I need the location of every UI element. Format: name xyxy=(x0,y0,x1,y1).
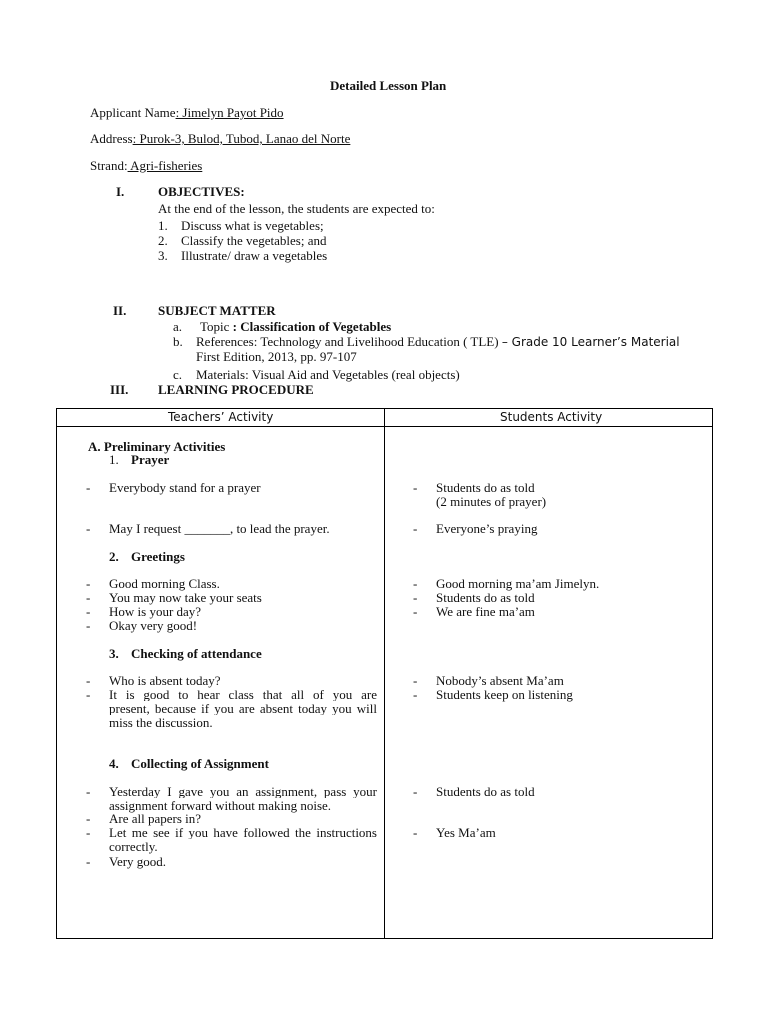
objectives-intro: At the end of the lesson, the students are expected to: xyxy=(158,201,435,216)
teacher-line: You may now take your seats xyxy=(109,590,262,605)
attendance-num: 3. xyxy=(109,646,119,661)
table-column-divider xyxy=(384,408,385,939)
strand-label: Strand: xyxy=(90,158,128,173)
bullet: - xyxy=(413,480,418,495)
objective-item-2: Classify the vegetables; and xyxy=(181,233,327,248)
teacher-line: Let me see if you have followed the instructions xyxy=(109,826,377,839)
topic-label: Topic xyxy=(200,319,230,334)
teacher-line: Yesterday I gave you an assignment, pass your xyxy=(109,785,377,798)
teacher-line: Very good. xyxy=(109,854,167,869)
bullet: - xyxy=(86,687,91,702)
student-line: Students do as told xyxy=(436,480,535,495)
bullet: - xyxy=(86,590,91,605)
objective-item-1: Discuss what is vegetables; xyxy=(181,218,324,233)
bullet: - xyxy=(86,521,91,536)
greetings-title: Greetings xyxy=(131,549,185,564)
greetings-num: 2. xyxy=(109,549,119,564)
bullet: - xyxy=(413,687,418,702)
topic-value: : Classification of Vegetables xyxy=(232,319,392,334)
teacher-line: present, because if you are absent today you will xyxy=(109,702,377,715)
strand-value: Agri-fisheries xyxy=(127,158,203,173)
teacher-line: Everybody stand for a prayer xyxy=(109,480,261,495)
teacher-line: Okay very good! xyxy=(109,618,198,633)
topic-letter: a. xyxy=(173,319,183,334)
references-row xyxy=(196,335,680,348)
student-line: Students do as told xyxy=(436,590,535,605)
bullet: - xyxy=(86,673,91,688)
teacher-line: Are all papers in? xyxy=(109,811,202,826)
applicant-name-row xyxy=(90,106,284,119)
objective-num-2: 2. xyxy=(158,233,168,248)
student-line: Yes Ma’am xyxy=(436,825,496,840)
bullet: - xyxy=(413,825,418,840)
objectives-numeral: I. xyxy=(116,184,125,199)
attendance-title: Checking of attendance xyxy=(131,646,262,661)
teacher-line: May I request _______, to lead the prayer. xyxy=(109,521,330,536)
applicant-name-value: : Jimelyn Payot Pido xyxy=(175,105,284,120)
student-line: Nobody’s absent Ma’am xyxy=(436,673,564,688)
teacher-line: Who is absent today? xyxy=(109,673,221,688)
objective-num-3: 3. xyxy=(158,248,168,263)
bullet: - xyxy=(86,784,91,799)
address-value: : Purok-3, Bulod, Tubod, Lanao del Norte xyxy=(132,131,351,146)
bullet: - xyxy=(86,825,91,840)
bullet: - xyxy=(86,604,91,619)
student-line: We are fine ma’am xyxy=(436,604,535,619)
teacher-column-header: Teachers’ Activity xyxy=(168,410,274,424)
student-line: Students keep on listening xyxy=(436,687,573,702)
address-row xyxy=(90,132,350,145)
student-column-header: Students Activity xyxy=(500,410,603,424)
teacher-line: correctly. xyxy=(109,839,158,854)
bullet: - xyxy=(413,590,418,605)
teacher-line: miss the discussion. xyxy=(109,715,213,730)
student-line: Good morning ma’am Jimelyn. xyxy=(436,576,600,591)
student-line: (2 minutes of prayer) xyxy=(436,494,547,509)
bullet: - xyxy=(86,811,91,826)
teacher-line: assignment forward without making noise. xyxy=(109,798,332,813)
applicant-name-label: Applicant Name xyxy=(90,105,176,120)
objective-num-1: 1. xyxy=(158,218,168,233)
teacher-line: It is good to hear class that all of you are xyxy=(109,688,377,701)
teacher-line: How is your day? xyxy=(109,604,202,619)
materials-letter: c. xyxy=(173,367,183,382)
teacher-line: Good morning Class. xyxy=(109,576,220,591)
topic-row xyxy=(200,320,391,333)
page-title: Detailed Lesson Plan xyxy=(330,78,447,93)
references-text: References: Technology and Livelihood Education ( TLE) xyxy=(196,334,499,349)
student-line: Everyone’s praying xyxy=(436,521,538,536)
references-grade: – Grade 10 Learner’s Material xyxy=(501,335,680,349)
references-letter: b. xyxy=(173,334,183,349)
bullet: - xyxy=(86,854,91,869)
strand-row xyxy=(90,159,202,172)
bullet: - xyxy=(86,480,91,495)
bullet: - xyxy=(413,576,418,591)
bullet: - xyxy=(413,604,418,619)
student-line: Students do as told xyxy=(436,784,535,799)
assignment-num: 4. xyxy=(109,756,119,771)
subject-matter-heading: SUBJECT MATTER xyxy=(158,303,276,318)
assignment-title: Collecting of Assignment xyxy=(131,756,269,771)
address-label: Address xyxy=(90,131,133,146)
materials-text: Materials: Visual Aid and Vegetables (real objects) xyxy=(196,367,460,382)
prayer-title: Prayer xyxy=(131,452,170,467)
bullet: - xyxy=(413,784,418,799)
section-a-heading: A. Preliminary Activities xyxy=(88,439,226,454)
bullet: - xyxy=(413,521,418,536)
bullet: - xyxy=(413,673,418,688)
subject-matter-numeral: II. xyxy=(113,303,127,318)
references-edition: First Edition, 2013, pp. 97-107 xyxy=(196,349,357,364)
objective-item-3: Illustrate/ draw a vegetables xyxy=(181,248,328,263)
procedure-numeral: III. xyxy=(110,382,129,397)
procedure-heading: LEARNING PROCEDURE xyxy=(158,382,314,397)
objectives-heading: OBJECTIVES: xyxy=(158,184,245,199)
bullet: - xyxy=(86,576,91,591)
bullet: - xyxy=(86,618,91,633)
prayer-num: 1. xyxy=(109,452,119,467)
